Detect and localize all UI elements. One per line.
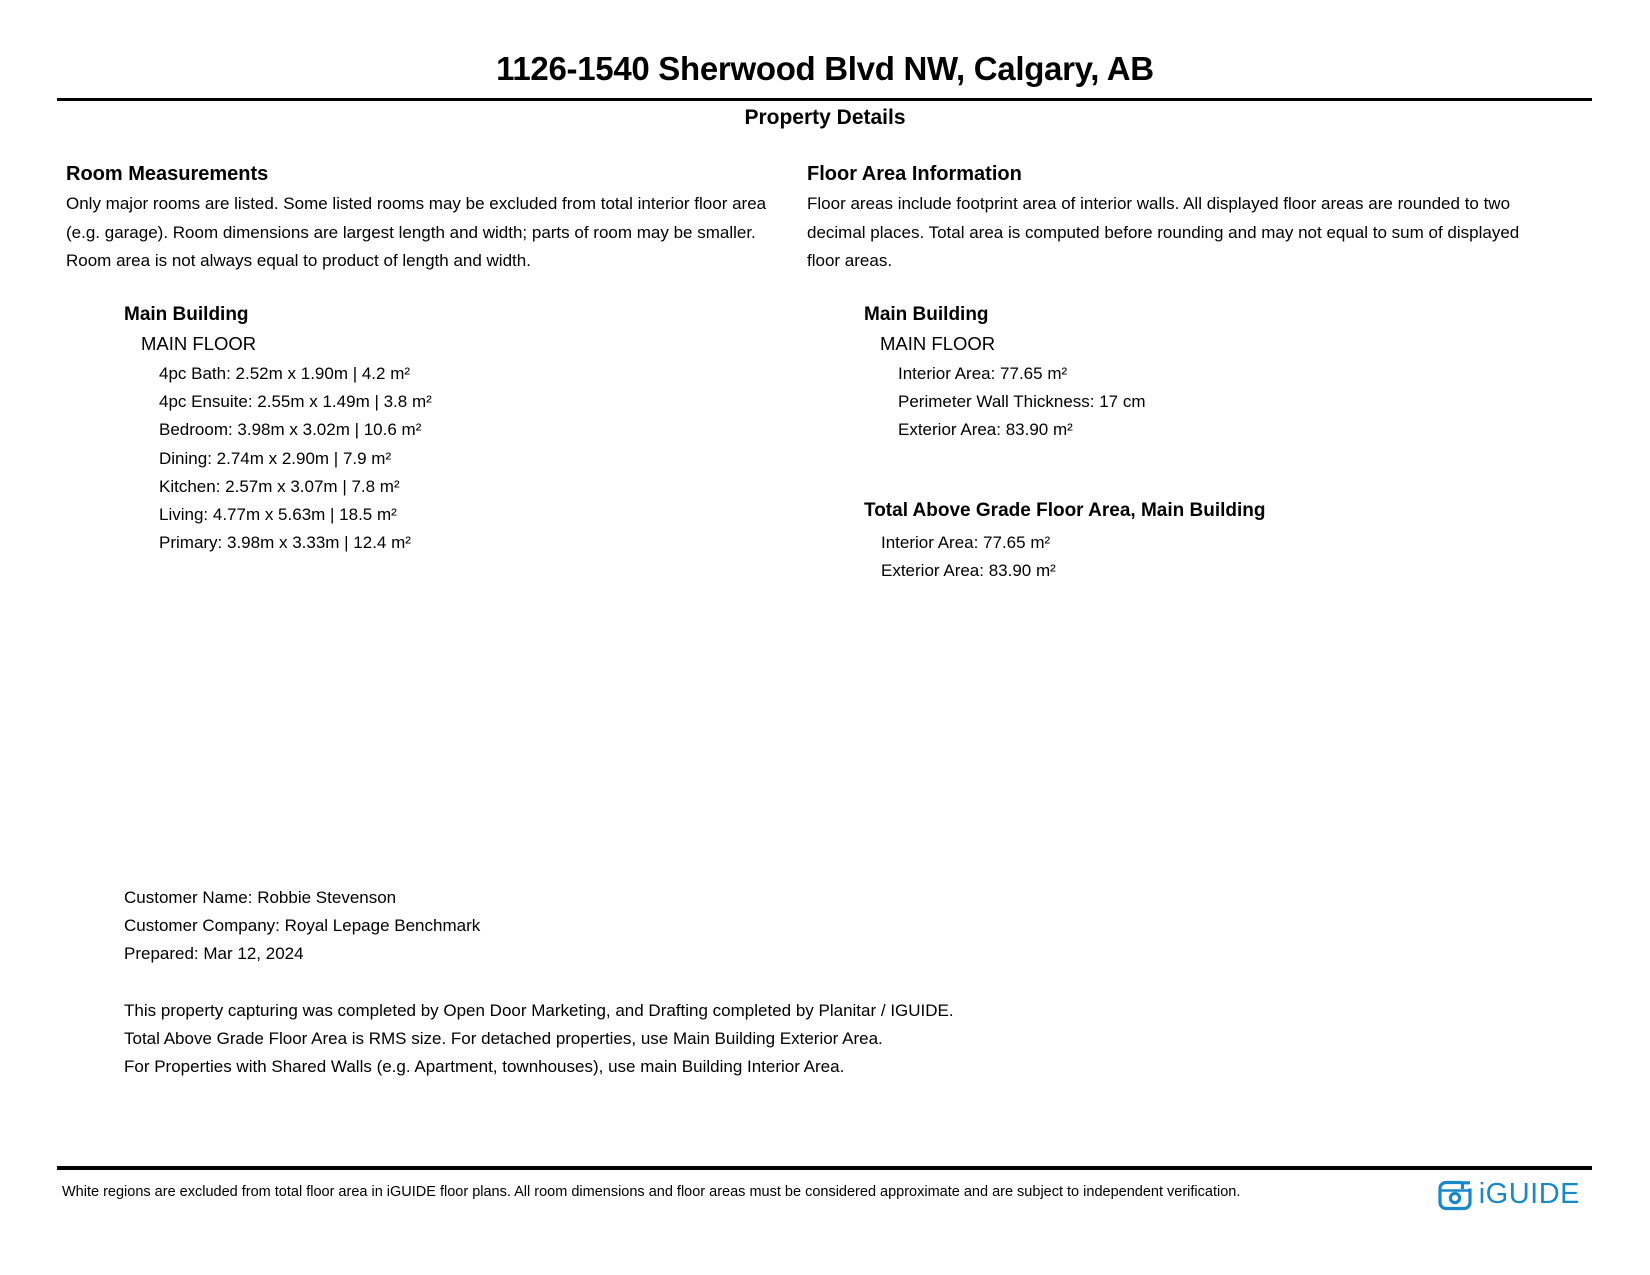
report-notes — [124, 997, 954, 1080]
description-line: (e.g. garage). Room dimensions are largest length and width; parts of room may be smaller. — [66, 222, 756, 242]
total-floor-area-stats-list — [881, 529, 1056, 585]
room-measurements-building-name: Main Building — [124, 304, 249, 325]
iguide-logo — [1438, 1178, 1580, 1211]
report-note-line: For Properties with Shared Walls (e.g. Apartment, townhouses), use main Building Interior Area. — [124, 1056, 845, 1076]
customer-info-line: Customer Company: Royal Lepage Benchmark — [124, 915, 481, 935]
room-measurement-line: Bedroom: 3.98m x 3.02m | 10.6 m² — [159, 420, 422, 440]
room-measurement-line: Living: 4.77m x 5.63m | 18.5 m² — [159, 505, 397, 525]
floor-area-description — [807, 190, 1519, 276]
room-measurements-list — [159, 360, 432, 557]
room-measurement-line: Kitchen: 2.57m x 3.07m | 7.8 m² — [159, 476, 400, 496]
description-line: Only major rooms are listed. Some listed rooms may be excluded from total interior floor area — [66, 194, 767, 213]
room-measurement-line: 4pc Bath: 2.52m x 1.90m | 4.2 m² — [159, 364, 411, 383]
total-floor-area-stat-line: Interior Area: 77.65 m² — [881, 533, 1051, 552]
footer-divider-line — [57, 1166, 1592, 1170]
header-divider-line — [57, 98, 1592, 101]
floor-area-stats-list — [898, 360, 1146, 445]
room-measurement-line: 4pc Ensuite: 2.55m x 1.49m | 3.8 m² — [159, 392, 432, 412]
page-title: 1126-1540 Sherwood Blvd NW, Calgary, AB — [496, 50, 1154, 87]
room-measurement-line: Dining: 2.74m x 2.90m | 7.9 m² — [159, 448, 392, 468]
customer-info-line: Customer Name: Robbie Stevenson — [124, 888, 397, 907]
floor-area-stat-line: Exterior Area: 83.90 m² — [898, 420, 1073, 440]
description-line: floor areas. — [807, 251, 893, 271]
floor-area-heading: Floor Area Information — [807, 163, 1022, 185]
description-line: Room area is not always equal to product of length and width. — [66, 251, 531, 271]
floor-area-floor-label: MAIN FLOOR — [880, 333, 996, 354]
description-line: Floor areas include footprint area of interior walls. All displayed floor areas are rounded to two — [807, 194, 1511, 213]
iguide-camera-icon — [1438, 1178, 1474, 1211]
total-floor-area-stat-line: Exterior Area: 83.90 m² — [881, 561, 1056, 581]
room-measurements-heading: Room Measurements — [66, 163, 269, 185]
customer-info-line: Prepared: Mar 12, 2024 — [124, 943, 304, 963]
floor-area-building-name: Main Building — [864, 304, 989, 325]
report-note-line: This property capturing was completed by Open Door Marketing, and Drafting completed by Planitar / IGUIDE. — [124, 1001, 954, 1020]
customer-info — [124, 884, 480, 967]
floor-area-stat-line: Interior Area: 77.65 m² — [898, 364, 1068, 383]
room-measurement-line: Primary: 3.98m x 3.33m | 12.4 m² — [159, 533, 411, 553]
iguide-logo-text: iGUIDE — [1478, 1178, 1580, 1210]
report-note-line: Total Above Grade Floor Area is RMS size. For detached properties, use Main Building Exterior Area. — [124, 1028, 883, 1048]
description-line: decimal places. Total area is computed before rounding and may not equal to sum of displayed — [807, 222, 1520, 242]
total-floor-area-heading: Total Above Grade Floor Area, Main Building — [864, 500, 1266, 521]
footer-disclaimer: White regions are excluded from total floor area in iGUIDE floor plans. All room dimensions and floor areas must be considered approximate and are subject to independent verification. — [62, 1184, 1241, 1200]
floor-area-stat-line: Perimeter Wall Thickness: 17 cm — [898, 392, 1146, 412]
page-subtitle: Property Details — [744, 106, 906, 129]
room-measurements-floor-label: MAIN FLOOR — [141, 333, 257, 354]
room-measurements-description — [66, 190, 766, 276]
